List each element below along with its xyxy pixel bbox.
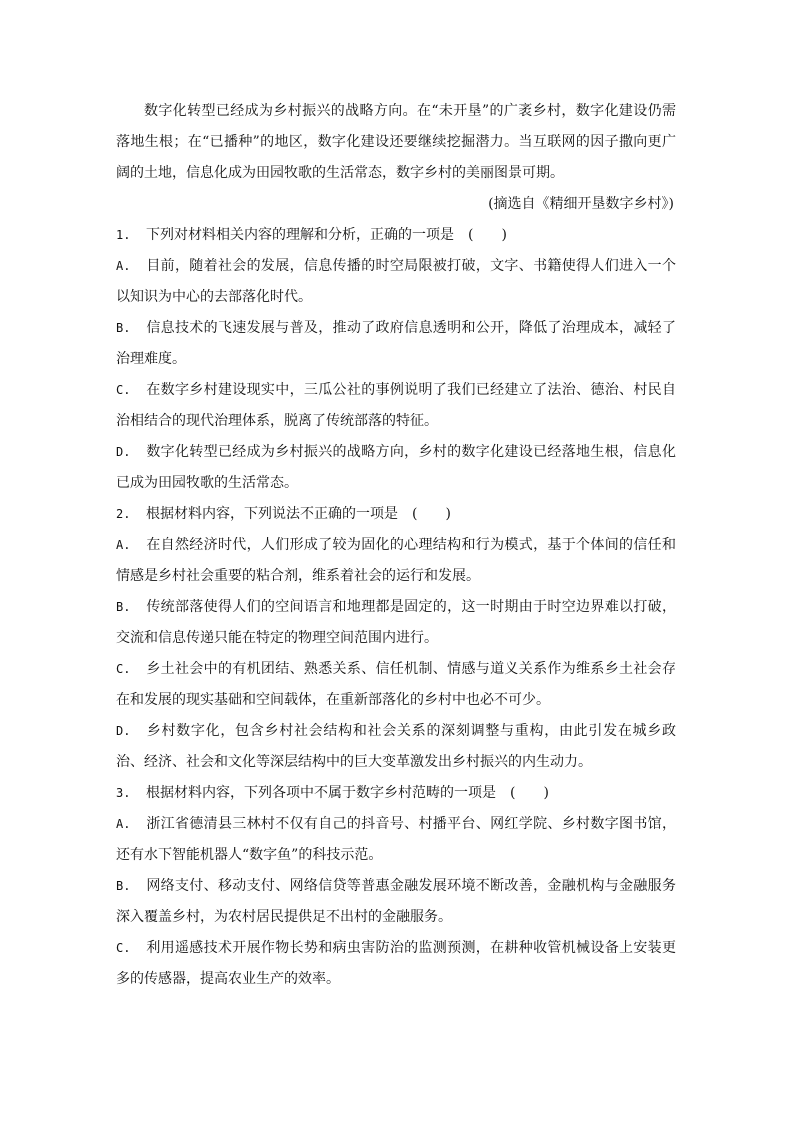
option-2c xyxy=(116,654,676,716)
question-2 xyxy=(116,499,676,530)
option-letter: B. xyxy=(116,600,131,614)
question-3 xyxy=(116,778,676,809)
option-1a xyxy=(116,251,676,313)
option-3a xyxy=(116,809,676,871)
option-1d xyxy=(116,437,676,499)
option-text: 在数字乡村建设现实中，三瓜公社的事例说明了我们已经建立了法治、德治、村民自治相结合的现代治理体系，脱离了传统部落的特征。 xyxy=(116,382,676,429)
question-stem: 根据材料内容，下列各项中不属于数字乡村范畴的一项是 xyxy=(146,785,496,801)
question-number: 1. xyxy=(116,228,131,242)
option-2a xyxy=(116,530,676,592)
option-text: 信息技术的飞速发展与普及，推动了政府信息透明和公开，降低了治理成本，减轻了治理难度。 xyxy=(116,320,676,367)
option-letter: B. xyxy=(116,321,131,335)
option-letter: C. xyxy=(116,662,131,676)
option-text: 数字化转型已经成为乡村振兴的战略方向，乡村的数字化建设已经落地生根，信息化已成为田园牧歌的生活常态。 xyxy=(116,444,676,491)
passage-source: (摘选自《精细开垦数字乡村》) xyxy=(488,196,674,212)
document-content xyxy=(116,96,676,995)
option-letter: D. xyxy=(116,724,131,738)
answer-blank: ( ) xyxy=(510,785,549,801)
option-text: 乡土社会中的有机团结、熟悉关系、信任机制、情感与道义关系作为维系乡土社会存在和发展的现实基础和空间载体，在重新部落化的乡村中也必不可少。 xyxy=(116,661,676,708)
option-letter: B. xyxy=(116,879,131,893)
option-text: 传统部落使得人们的空间语言和地理都是固定的，这一时期由于时空边界难以打破，交流和信息传递只能在特定的物理空间范围内进行。 xyxy=(116,599,676,646)
question-1 xyxy=(116,220,676,251)
option-letter: C. xyxy=(116,941,131,955)
option-3b xyxy=(116,871,676,933)
question-stem: 下列对材料相关内容的理解和分析，正确的一项是 xyxy=(146,227,454,243)
option-1b xyxy=(116,313,676,375)
option-letter: A. xyxy=(116,817,131,831)
option-text: 在自然经济时代，人们形成了较为固化的心理结构和行为模式，基于个体间的信任和情感是乡村社会重要的粘合剂，维系着社会的运行和发展。 xyxy=(116,537,676,584)
option-3c xyxy=(116,933,676,995)
option-2b xyxy=(116,592,676,654)
option-2d xyxy=(116,716,676,778)
option-text: 浙江省德清县三林村不仅有自己的抖音号、村播平台、网红学院、乡村数字图书馆，还有水下智能机器人“数字鱼”的科技示范。 xyxy=(116,816,676,863)
answer-blank: ( ) xyxy=(468,227,507,243)
option-text: 利用遥感技术开展作物长势和病虫害防治的监测预测，在耕种收管机械设备上安装更多的传感器，提高农业生产的效率。 xyxy=(116,940,676,987)
option-letter: D. xyxy=(116,445,131,459)
option-letter: C. xyxy=(116,383,131,397)
question-stem: 根据材料内容，下列说法不正确的一项是 xyxy=(146,506,398,522)
passage-paragraph: 数字化转型已经成为乡村振兴的战略方向。在“未开垦”的广袤乡村，数字化建设仍需落地生根；在“已播种”的地区，数字化建设还要继续挖掘潜力。当互联网的因子撒向更广阔的土地，信息化成为田园牧歌的生活常态，数字乡村的美丽图景可期。 xyxy=(116,103,676,181)
option-letter: A. xyxy=(116,259,131,273)
option-1c xyxy=(116,375,676,437)
question-number: 2. xyxy=(116,507,131,521)
answer-blank: ( ) xyxy=(412,506,451,522)
option-text: 目前，随着社会的发展，信息传播的时空局限被打破，文字、书籍使得人们进入一个以知识为中心的去部落化时代。 xyxy=(116,258,676,305)
option-text: 乡村数字化，包含乡村社会结构和社会关系的深刻调整与重构，由此引发在城乡政治、经济、社会和文化等深层结构中的巨大变革激发出乡村振兴的内生动力。 xyxy=(116,723,676,770)
question-number: 3. xyxy=(116,786,131,800)
option-text: 网络支付、移动支付、网络信贷等普惠金融发展环境不断改善，金融机构与金融服务深入覆盖乡村，为农村居民提供足不出村的金融服务。 xyxy=(116,878,676,925)
option-letter: A. xyxy=(116,538,131,552)
